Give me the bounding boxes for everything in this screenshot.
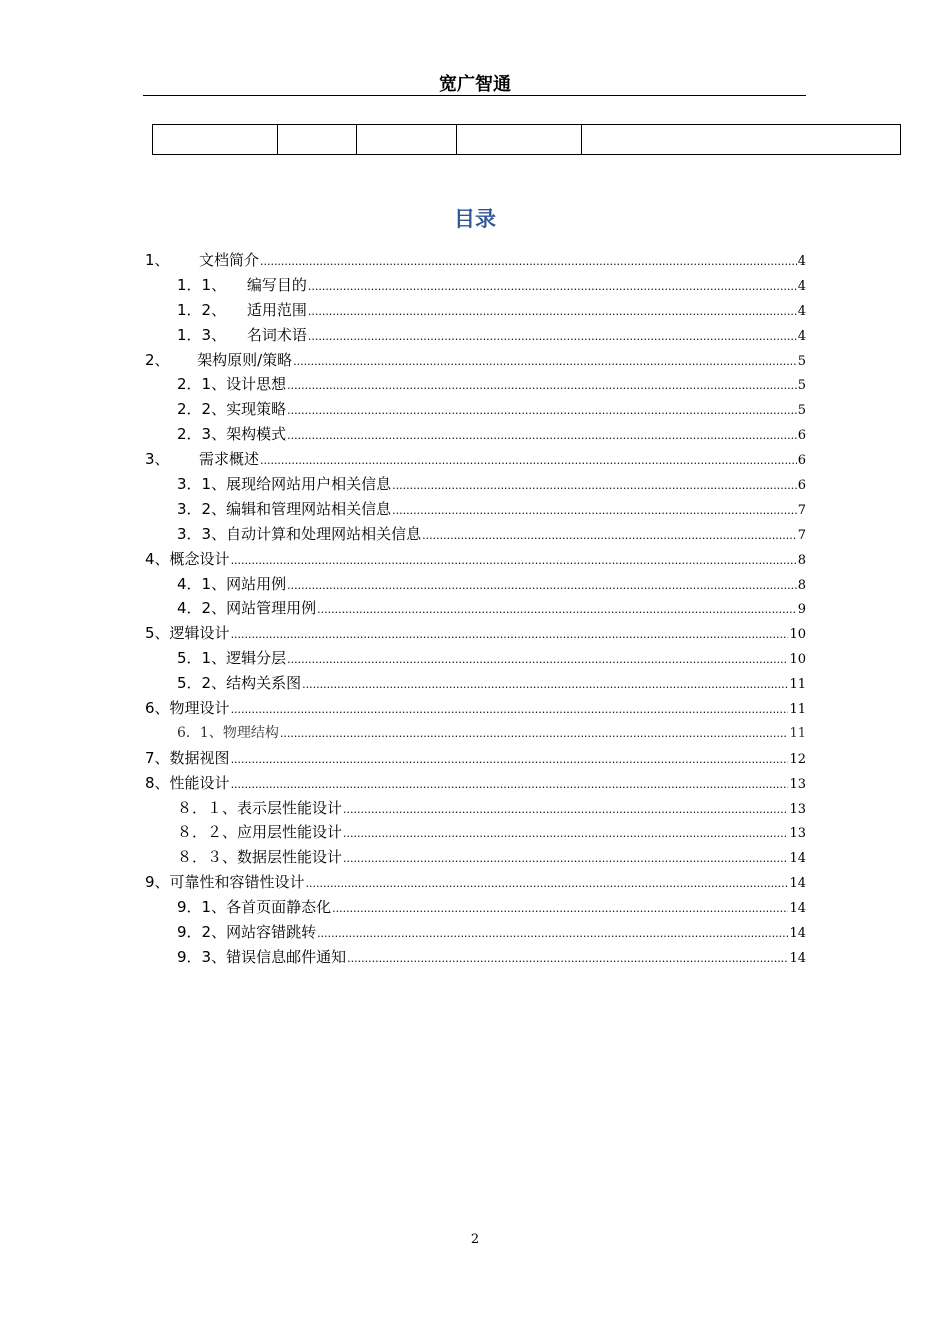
toc-entry-number: 3、 [145, 450, 170, 469]
toc-entry-label: 网站管理用例 [226, 599, 317, 618]
toc-entry-number: 9．3、 [177, 947, 227, 966]
toc-entry-label: 展现给网站用户相关信息 [226, 475, 392, 494]
toc-entry[interactable] [145, 797, 806, 822]
toc-entry-page: 9 [797, 602, 806, 618]
toc-entry[interactable] [145, 473, 806, 498]
toc-entry-label: 物理设计 [169, 699, 230, 718]
toc-entry-page: 10 [789, 652, 806, 668]
header-divider [143, 95, 806, 96]
table-of-contents [145, 249, 806, 971]
toc-entry-label: 名词术语 [246, 325, 307, 344]
toc-entry-page: 5 [797, 353, 806, 369]
toc-entry-label: 可靠性和容错性设计 [169, 873, 305, 892]
toc-entry-number: 1．2、 [177, 300, 227, 319]
table-cell [457, 125, 582, 155]
toc-entry-number: 1、 [145, 251, 170, 269]
toc-entry-page: 6 [797, 428, 806, 444]
toc-entry[interactable] [145, 423, 806, 448]
toc-entry-number: 5．2、 [177, 674, 227, 693]
toc-entry-label: 架构原则/策略 [197, 350, 293, 369]
toc-entry-page: 5 [797, 403, 806, 419]
toc-entry-label: 自动计算和处理网站相关信息 [226, 524, 422, 543]
toc-dot-leader [392, 504, 797, 517]
toc-dot-leader [343, 852, 788, 865]
toc-dot-leader [343, 827, 788, 840]
toc-entry-label: 概念设计 [169, 549, 230, 568]
toc-dot-leader [422, 529, 797, 542]
toc-entry-label: 编辑和管理网站相关信息 [226, 499, 392, 518]
toc-entry[interactable] [145, 772, 806, 797]
toc-entry-label: 数据层性能设计 [237, 848, 343, 867]
toc-entry-page: 8 [797, 552, 806, 568]
toc-dot-leader [347, 952, 788, 965]
toc-entry-page: 14 [789, 926, 806, 942]
toc-entry-page: 13 [789, 776, 806, 792]
toc-entry-label: 物理结构 [222, 724, 279, 741]
toc-entry[interactable] [145, 896, 806, 921]
table-cell [153, 125, 278, 155]
toc-entry-number: 2．1、 [177, 375, 227, 394]
toc-entry-number: 1．3、 [177, 325, 227, 344]
toc-entry-label: 文档简介 [198, 251, 259, 269]
toc-entry-page: 8 [797, 577, 806, 593]
toc-entry-page: 4 [797, 254, 806, 269]
toc-entry[interactable] [145, 249, 806, 274]
toc-entry-number: 9、 [145, 873, 170, 892]
toc-entry-page: 14 [789, 876, 806, 892]
toc-entry-label: 结构关系图 [226, 674, 302, 693]
toc-entry-label: 适用范围 [246, 300, 307, 319]
toc-dot-leader [317, 603, 797, 616]
toc-entry-number: 9．2、 [177, 923, 227, 942]
toc-entry-label: 逻辑设计 [169, 624, 230, 643]
toc-entry-label: 网站用例 [226, 574, 287, 593]
toc-entry[interactable] [145, 747, 806, 772]
toc-entry[interactable] [145, 299, 806, 324]
toc-entry-label: 应用层性能设计 [237, 823, 343, 842]
toc-entry-page: 5 [797, 378, 806, 394]
toc-entry-page: 7 [797, 527, 806, 543]
toc-entry-number: 4、 [145, 549, 170, 568]
toc-dot-leader [260, 255, 797, 268]
toc-entry-page: 13 [789, 801, 806, 817]
toc-entry[interactable] [145, 448, 806, 473]
toc-entry-page: 11 [789, 677, 806, 693]
toc-entry-label: 各首页面静态化 [226, 898, 332, 917]
toc-dot-leader [317, 927, 788, 940]
toc-entry[interactable] [145, 573, 806, 598]
toc-entry-label: 错误信息邮件通知 [226, 947, 347, 966]
toc-entry-number: 3．3、 [177, 524, 227, 543]
toc-entry-label: 编写目的 [246, 275, 307, 294]
toc-entry[interactable] [145, 548, 806, 573]
toc-dot-leader [287, 429, 797, 442]
toc-entry[interactable] [145, 846, 806, 871]
toc-entry-number: 2．2、 [177, 400, 227, 419]
toc-entry-number: 4．2、 [177, 599, 227, 618]
toc-entry[interactable] [145, 324, 806, 349]
toc-entry-number: 4．1、 [177, 574, 227, 593]
toc-entry-label: 数据视图 [169, 748, 230, 767]
revision-table [152, 124, 901, 155]
toc-entry[interactable] [145, 274, 806, 299]
toc-entry-number: 3．1、 [177, 475, 227, 494]
toc-entry[interactable] [145, 349, 806, 374]
toc-entry-page: 4 [797, 328, 806, 344]
toc-dot-leader [231, 628, 789, 641]
toc-dot-leader [231, 753, 789, 766]
toc-entry[interactable] [145, 722, 806, 747]
toc-entry[interactable] [145, 921, 806, 946]
toc-entry-label: 逻辑分层 [226, 649, 287, 668]
toc-title: 目录 [454, 207, 496, 231]
toc-entry[interactable] [145, 647, 806, 672]
toc-entry-number: 6．1、 [177, 724, 223, 741]
toc-entry-label: 网站容错跳转 [226, 923, 317, 942]
toc-entry-number: ８．３、 [177, 848, 238, 867]
toc-dot-leader [343, 803, 788, 816]
toc-entry-page: 7 [797, 502, 806, 518]
page-number: 2 [470, 1232, 480, 1247]
toc-entry-number: 2．3、 [177, 425, 227, 444]
toc-entry-number: 5．1、 [177, 649, 227, 668]
toc-entry[interactable] [145, 622, 806, 647]
toc-dot-leader [287, 653, 788, 666]
toc-entry-page: 14 [789, 851, 806, 867]
toc-dot-leader [308, 305, 797, 318]
toc-entry-number: 1．1、 [177, 275, 227, 294]
toc-entry[interactable] [145, 373, 806, 398]
toc-dot-leader [231, 703, 789, 716]
toc-entry[interactable] [145, 672, 806, 697]
toc-entry-page: 12 [789, 751, 806, 767]
toc-dot-leader [231, 778, 789, 791]
toc-entry-page: 14 [789, 901, 806, 917]
toc-entry[interactable] [145, 398, 806, 423]
toc-entry[interactable] [145, 498, 806, 523]
toc-entry[interactable] [145, 821, 806, 846]
toc-dot-leader [287, 579, 797, 592]
toc-dot-leader [332, 902, 788, 915]
toc-entry-page: 4 [797, 278, 806, 294]
toc-dot-leader [302, 678, 788, 691]
toc-entry-number: 7、 [145, 748, 170, 767]
toc-entry[interactable] [145, 946, 806, 971]
table-row [153, 125, 901, 155]
toc-entry-label: 架构模式 [226, 425, 287, 444]
document-header-title: 宽广智通 [439, 74, 511, 95]
toc-entry-label: 实现策略 [226, 400, 287, 419]
toc-entry-page: 14 [789, 950, 806, 966]
table-cell [582, 125, 901, 155]
toc-entry-number: 6、 [145, 699, 170, 718]
toc-entry[interactable] [145, 871, 806, 896]
toc-entry-number: 2、 [145, 350, 170, 369]
toc-entry-number: 3．2、 [177, 499, 227, 518]
toc-dot-leader [308, 280, 797, 293]
toc-entry-label: 设计思想 [226, 375, 287, 394]
toc-dot-leader [392, 479, 797, 492]
toc-dot-leader [287, 404, 797, 417]
toc-entry-page: 4 [797, 303, 806, 319]
toc-entry-number: ８．２、 [177, 823, 238, 842]
table-cell [278, 125, 357, 155]
toc-dot-leader [308, 330, 797, 343]
table-cell [357, 125, 457, 155]
toc-entry-number: 8、 [145, 773, 170, 792]
toc-entry-number: 9．1、 [177, 898, 227, 917]
toc-dot-leader [293, 355, 797, 368]
toc-entry-page: 11 [789, 702, 806, 718]
toc-dot-leader [231, 554, 797, 567]
toc-entry-label: 表示层性能设计 [237, 798, 343, 817]
toc-entry-page: 13 [789, 826, 806, 842]
toc-dot-leader [306, 877, 789, 890]
toc-entry[interactable] [145, 597, 806, 622]
toc-entry-page: 6 [797, 478, 806, 494]
toc-dot-leader [260, 454, 797, 467]
toc-entry-label: 性能设计 [169, 773, 230, 792]
toc-dot-leader [287, 379, 797, 392]
toc-dot-leader [280, 727, 789, 740]
toc-entry-number: 5、 [145, 624, 170, 643]
toc-entry-page: 11 [789, 725, 806, 741]
toc-entry-page: 6 [797, 453, 806, 469]
toc-entry-number: ８．１、 [177, 798, 238, 817]
toc-entry[interactable] [145, 523, 806, 548]
toc-entry-page: 10 [789, 627, 806, 643]
toc-entry-label: 需求概述 [198, 450, 259, 469]
toc-entry[interactable] [145, 697, 806, 722]
